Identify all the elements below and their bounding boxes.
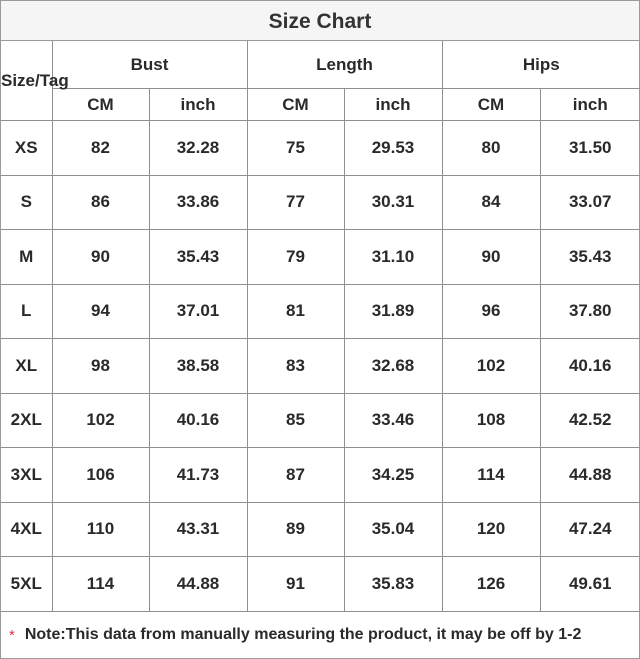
measurement-cell: 110 [52,502,149,557]
size-label: L [1,284,52,339]
unit-header: CM [52,89,149,121]
measurement-cell: 31.89 [344,284,442,339]
unit-header-row [1,89,640,121]
size-label: M [1,230,52,285]
measurement-cell: 90 [442,230,540,285]
unit-header: inch [149,89,247,121]
measurement-cell: 79 [247,230,344,285]
measurement-cell: 80 [442,121,540,176]
measurement-cell: 81 [247,284,344,339]
table-row [1,557,640,612]
measurement-cell: 34.25 [344,448,442,503]
size-label: XL [1,339,52,394]
measurement-cell: 44.88 [149,557,247,612]
measurement-cell: 83 [247,339,344,394]
measurement-cell: 30.31 [344,175,442,230]
measurement-cell: 126 [442,557,540,612]
table-row [1,175,640,230]
table-row [1,121,640,176]
measurement-cell: 43.31 [149,502,247,557]
measurement-cell: 96 [442,284,540,339]
size-label: 2XL [1,393,52,448]
measurement-cell: 40.16 [540,339,640,394]
unit-header: inch [344,89,442,121]
measurement-cell: 120 [442,502,540,557]
table-row [1,339,640,394]
note-asterisk: * [9,626,15,644]
table-row [1,502,640,557]
measurement-cell: 108 [442,393,540,448]
measurement-cell: 85 [247,393,344,448]
measurement-cell: 114 [442,448,540,503]
measurement-cell: 32.68 [344,339,442,394]
measurement-cell: 90 [52,230,149,285]
measurement-cell: 89 [247,502,344,557]
table-row [1,230,640,285]
measurement-cell: 98 [52,339,149,394]
measurement-cell: 31.10 [344,230,442,285]
measurement-cell: 35.43 [149,230,247,285]
group-header-row [1,41,640,89]
measurement-cell: 29.53 [344,121,442,176]
measurement-cell: 84 [442,175,540,230]
size-label: 3XL [1,448,52,503]
measurement-cell: 114 [52,557,149,612]
measurement-cell: 32.28 [149,121,247,176]
measurement-cell: 102 [442,339,540,394]
size-label: 5XL [1,557,52,612]
size-table [1,41,640,612]
measurement-cell: 102 [52,393,149,448]
unit-header: inch [540,89,640,121]
measurement-cell: 82 [52,121,149,176]
size-column-header: Size/Tag [1,41,52,121]
measurement-cell: 44.88 [540,448,640,503]
group-header-length: Length [247,41,442,89]
measurement-cell: 35.83 [344,557,442,612]
measurement-cell: 106 [52,448,149,503]
measurement-cell: 37.80 [540,284,640,339]
measurement-cell: 38.58 [149,339,247,394]
unit-header: CM [247,89,344,121]
table-row [1,284,640,339]
measurement-cell: 37.01 [149,284,247,339]
group-header-bust: Bust [52,41,247,89]
note-text: Note:This data from manually measuring the product, it may be off by 1-2 [24,626,582,643]
measurement-cell: 33.86 [149,175,247,230]
unit-header: CM [442,89,540,121]
measurement-cell: 35.04 [344,502,442,557]
table-row [1,393,640,448]
measurement-cell: 35.43 [540,230,640,285]
measurement-cell: 42.52 [540,393,640,448]
measurement-cell: 31.50 [540,121,640,176]
size-chart-title: Size Chart [1,1,639,41]
measurement-cell: 77 [247,175,344,230]
table-row [1,448,640,503]
measurement-cell: 87 [247,448,344,503]
size-label: XS [1,121,52,176]
measurement-cell: 33.07 [540,175,640,230]
measurement-cell: 41.73 [149,448,247,503]
measurement-cell: 33.46 [344,393,442,448]
group-header-hips: Hips [442,41,640,89]
size-rows [1,121,640,612]
measurement-cell: 49.61 [540,557,640,612]
measurement-note [1,611,639,658]
measurement-cell: 94 [52,284,149,339]
measurement-cell: 40.16 [149,393,247,448]
measurement-cell: 47.24 [540,502,640,557]
size-label: S [1,175,52,230]
measurement-cell: 75 [247,121,344,176]
measurement-cell: 86 [52,175,149,230]
measurement-cell: 91 [247,557,344,612]
size-label: 4XL [1,502,52,557]
